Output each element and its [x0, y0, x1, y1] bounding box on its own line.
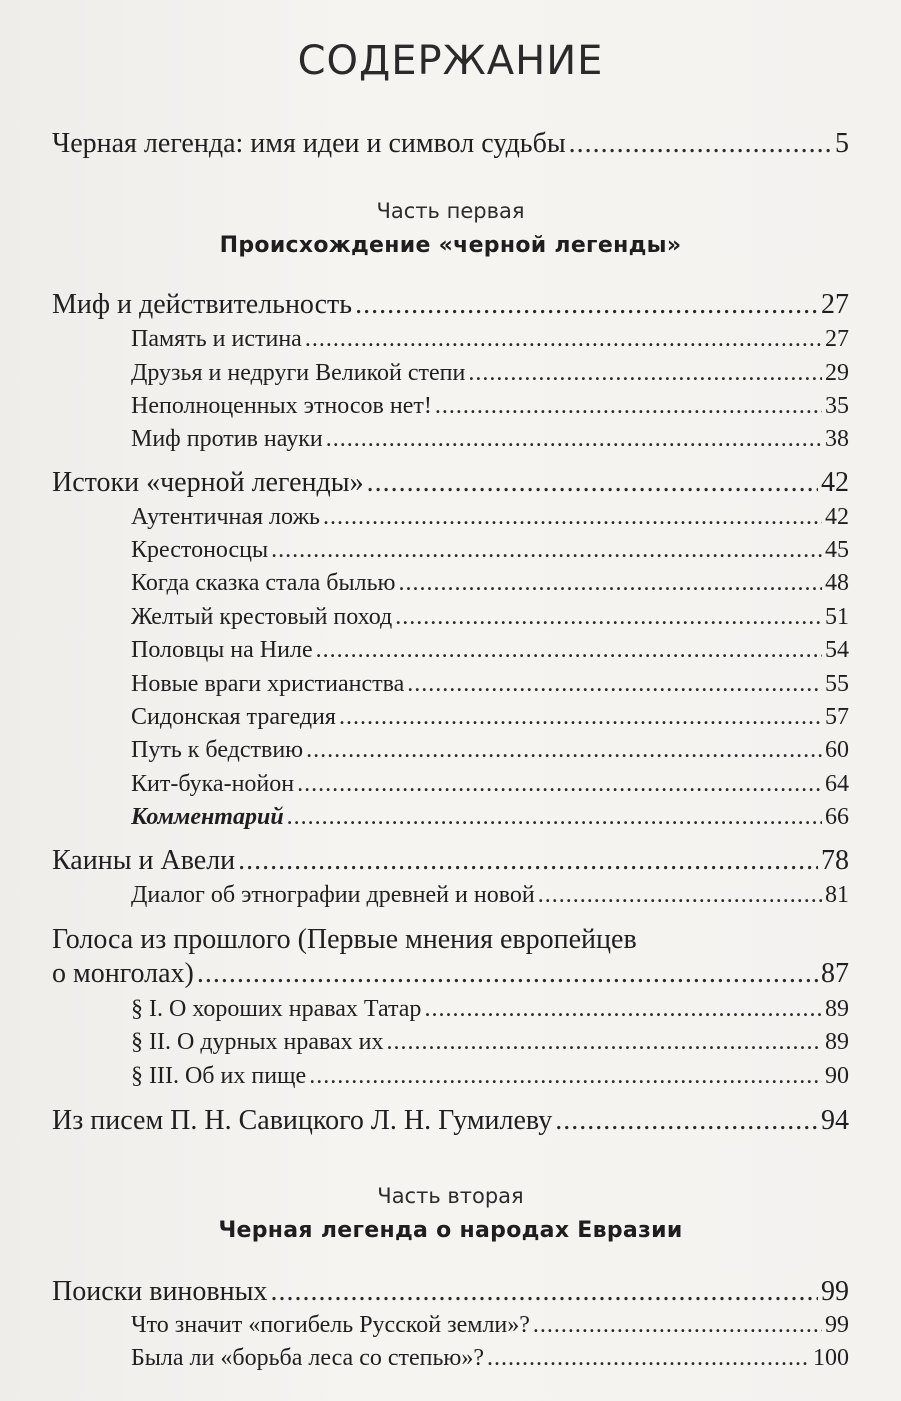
toc-entry	[52, 958, 849, 990]
toc-entry-title: Друзья и недруги Великой степи	[131, 360, 466, 386]
toc-entry-title: Черная легенда: имя идеи и символ судьбы	[52, 128, 566, 159]
toc-entry-title: Диалог об этнографии древней и новой	[131, 882, 535, 908]
toc-entry-page: 55	[825, 671, 849, 697]
toc-entry-page: 27	[821, 289, 849, 320]
toc-entry-page: 51	[825, 604, 849, 630]
toc-entry-title: Миф и действительность	[52, 289, 353, 320]
toc-entry-title: Память и истина	[131, 326, 302, 352]
toc-subentry	[131, 771, 849, 798]
dot-leader	[339, 704, 822, 731]
dot-leader	[538, 882, 822, 909]
toc-entry-title: Миф против науки	[131, 426, 323, 452]
dot-leader	[367, 467, 818, 499]
dot-leader	[424, 996, 822, 1023]
toc-entry-page: 94	[821, 1105, 849, 1136]
toc-subentry	[131, 604, 849, 631]
dot-leader	[306, 737, 822, 764]
toc-subentry	[131, 637, 849, 664]
toc-subentry	[131, 996, 849, 1023]
dot-leader	[316, 637, 822, 664]
toc-entry	[52, 1105, 849, 1137]
part-one-label: Часть первая	[376, 199, 525, 223]
toc-subentry	[131, 504, 849, 531]
toc-entry-page: 5	[835, 128, 849, 159]
dot-leader	[355, 289, 818, 321]
toc-subentry	[131, 393, 849, 420]
toc-entry-title-line2: о монголах)	[52, 958, 194, 989]
dot-leader	[387, 1029, 822, 1056]
toc-entry-page: 42	[821, 467, 849, 498]
dot-leader	[398, 570, 822, 597]
toc-entry-title: Аутентичная ложь	[131, 504, 320, 530]
toc-entry-title: § III. Об их пище	[131, 1063, 307, 1089]
toc-entry-page: 99	[821, 1276, 849, 1307]
toc-entry-title-line1: Голоса из прошлого (Первые мнения европейцев	[52, 924, 637, 955]
toc-entry-title: Сидонская трагедия	[131, 704, 336, 730]
part-two-label: Часть вторая	[377, 1184, 524, 1208]
toc-entry-title: Каины и Авели	[52, 845, 236, 876]
toc-subentry	[131, 360, 849, 387]
toc-subentry	[131, 570, 849, 597]
toc-entry-page: 87	[821, 958, 849, 989]
toc-entry-page: 100	[813, 1345, 849, 1371]
toc-entry-page: 89	[825, 1029, 849, 1055]
toc-entry-title: Из писем П. Н. Савицкого Л. Н. Гумилеву	[52, 1105, 553, 1136]
toc-entry-page: 45	[825, 537, 849, 563]
dot-leader	[555, 1105, 818, 1137]
dot-leader	[305, 326, 822, 353]
dot-leader	[468, 360, 822, 387]
dot-leader	[533, 1312, 822, 1339]
dot-leader	[309, 1063, 822, 1090]
toc-entry-page: 66	[825, 804, 849, 830]
toc-entry-title: Комментарий	[131, 804, 284, 830]
toc-entry-page: 42	[825, 504, 849, 530]
toc-entry-title: Крестоносцы	[131, 537, 269, 563]
toc-subentry	[131, 882, 849, 909]
toc-entry-page: 54	[825, 637, 849, 663]
toc-entry-title: Путь к бедствию	[131, 737, 304, 763]
dot-leader	[297, 771, 822, 798]
toc-entry-page: 38	[825, 426, 849, 452]
toc-entry	[52, 467, 849, 499]
toc-entry-page: 90	[825, 1063, 849, 1089]
toc-entry-title: Что значит «погибель Русской земли»?	[131, 1312, 530, 1338]
toc-entry-page: 57	[825, 704, 849, 730]
dot-leader	[326, 426, 822, 453]
toc-entry-title: § II. О дурных нравах их	[131, 1029, 384, 1055]
toc-entry-title: § I. О хороших нравах Татар	[131, 996, 422, 1022]
dot-leader	[287, 804, 822, 831]
toc-entry-page: 27	[825, 326, 849, 352]
toc-entry-title: Поиски виновных	[52, 1276, 268, 1307]
dot-leader	[197, 958, 818, 990]
toc-subentry	[131, 426, 849, 453]
dot-leader	[238, 845, 818, 877]
toc-entry-title: Неполноценных этносов нет!	[131, 393, 432, 419]
toc-entry-page: 35	[825, 393, 849, 419]
toc-entry-title: Желтый крестовый поход	[131, 604, 393, 630]
dot-leader	[569, 128, 832, 160]
toc-entry-title: Когда сказка стала былью	[131, 570, 396, 596]
dot-leader	[271, 537, 822, 564]
toc-entry	[52, 289, 849, 321]
toc-entry-page: 29	[825, 360, 849, 386]
toc-entry-page: 81	[825, 882, 849, 908]
toc-entry-page: 48	[825, 570, 849, 596]
toc-entry-title: Кит-бука-нойон	[131, 771, 295, 797]
part-one-title: Происхождение «черной легенды»	[219, 233, 682, 258]
toc-entry-title: Истоки «черной легенды»	[52, 467, 364, 498]
toc-entry-title: Половцы на Ниле	[131, 637, 313, 663]
toc-subentry	[131, 1029, 849, 1056]
toc-entry	[52, 1276, 849, 1308]
toc-subentry	[131, 1063, 849, 1090]
dot-leader	[323, 504, 822, 531]
dot-leader	[270, 1276, 818, 1308]
dot-leader	[407, 671, 822, 698]
dot-leader	[395, 604, 822, 631]
toc-subentry	[131, 1345, 849, 1372]
toc-entry	[52, 845, 849, 877]
dot-leader	[487, 1345, 810, 1372]
toc-entry-page: 60	[825, 737, 849, 763]
toc-subentry	[131, 804, 849, 831]
contents-heading: СОДЕРЖАНИЕ	[297, 38, 604, 84]
toc-entry-title: Была ли «борьба леса со степью»?	[131, 1345, 485, 1371]
toc-entry-title: Новые враги христианства	[131, 671, 405, 697]
toc-subentry	[131, 537, 849, 564]
toc-subentry	[131, 1312, 849, 1339]
toc-entry-intro	[52, 128, 849, 160]
toc-entry-page: 78	[821, 845, 849, 876]
toc-entry-page: 64	[825, 771, 849, 797]
toc-subentry	[131, 737, 849, 764]
part-two-title: Черная легенда о народах Евразии	[218, 1218, 683, 1243]
toc-subentry	[131, 671, 849, 698]
toc-entry-page: 89	[825, 996, 849, 1022]
toc-subentry	[131, 326, 849, 353]
toc-entry-page: 99	[825, 1312, 849, 1338]
dot-leader	[435, 393, 822, 420]
toc-subentry	[131, 704, 849, 731]
